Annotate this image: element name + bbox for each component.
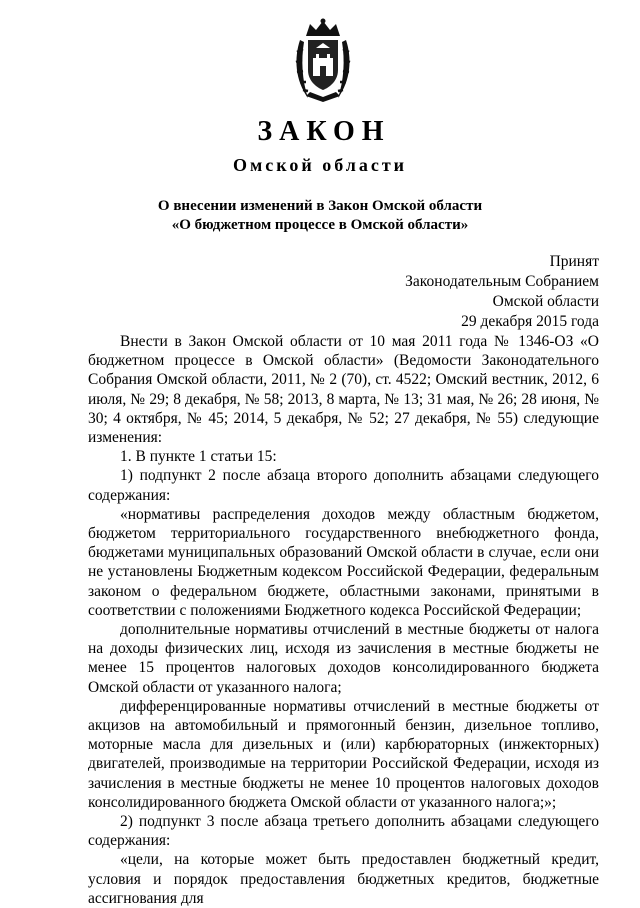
adoption-line: Омской области: [492, 293, 599, 310]
body-paragraph: 1) подпункт 2 после абзаца второго дополнить абзацами следующего содержания:: [88, 467, 599, 504]
document-subtitle: Омской области: [232, 155, 408, 175]
body-paragraph: 2) подпункт 3 после абзаца третьего дополнить абзацами следующего содержания:: [88, 813, 599, 850]
body-paragraph: дополнительные нормативы отчислений в местные бюджеты от налога на доходы физических лиц, исходя из зачисления в местные бюджеты не менее 15 процентов налоговых доходов консолидированного бюджета Омской области от указанного налога;: [88, 621, 599, 696]
body-paragraph: 1. В пункте 1 статьи 15:: [120, 448, 277, 466]
body-paragraph: дифференцированные нормативы отчислений в местные бюджеты от акцизов на автомобильный и прямогонный бензин, дизельное топливо, моторные масла для дизельных и (или) карбюраторных (инжекторных) двигателей, производимые на территории Российской Федерации, исходя из зачисления в местные бюджеты не менее 10 процентов налоговых доходов консолидированного бюджета Омской области от указанного налога;»;: [88, 697, 599, 811]
body-paragraph: «цели, на которые может быть предоставлен бюджетный кредит, условия и порядок предоставления бюджетных кредитов, бюджетные ассигнования для: [88, 851, 599, 907]
adoption-date: 29 декабря 2015 года: [461, 313, 599, 330]
coat-of-arms-icon: [292, 18, 354, 104]
law-heading-line: О внесении изменений в Закон Омской области: [157, 198, 483, 214]
body-paragraph: «нормативы распределения доходов между областным бюджетом, бюджетом территориального государственного внебюджетного фонда, бюджетами муниципальных образований Омской области в случае, если они не установлены Бюджетным кодексом Российской Федерации, федеральным законом о федеральном бюджете, областными законами, принятыми в соответствии с положениями Бюджетного кодекса Российской Федерации;: [88, 505, 599, 619]
document-body: [88, 332, 599, 908]
document-title: ЗАКОН: [257, 116, 391, 147]
law-heading-line: «О бюджетном процессе в Омской области»: [171, 217, 469, 233]
adoption-line: Законодательным Собранием: [405, 273, 599, 290]
body-paragraph: Внести в Закон Омской области от 10 мая 2011 года № 1346-ОЗ «О бюджетном процессе в Омской области» (Ведомости Законодательного Собрания Омской области, 2011, № 2 (70), ст. 4522; Омский вестник, 2012, 6 июля, № 29; 8 декабря, № 58; 2013, 8 марта, № 13; 31 мая, № 26; 28 июня, № 30; 4 октября, № 45; 2014, 5 декабря, № 52; 27 декабря, № 55) следующие изменения:: [88, 333, 599, 447]
adoption-line: Принят: [549, 253, 599, 270]
adoption-block: [405, 252, 599, 332]
law-heading: [0, 197, 640, 235]
